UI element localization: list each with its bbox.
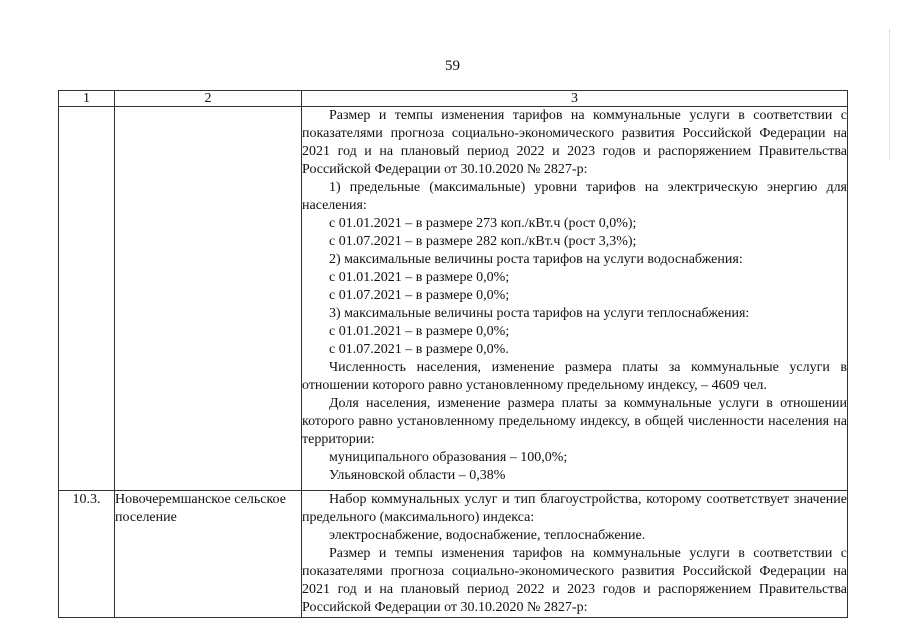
population-share-paragraph: Доля населения, изменение размера платы за коммунальные услуги в отношении которого равно установленному предельному индексу, в общей численности населения на территории: bbox=[302, 396, 847, 447]
table-row bbox=[59, 107, 848, 491]
electricity-tariff-heading: 1) предельные (максимальные) уровни тарифов на электрическую энергию для населения: bbox=[302, 180, 847, 213]
electricity-tariff-jan: с 01.01.2021 – в размере 273 коп./кВт.ч (рост 0,0%); bbox=[329, 216, 637, 231]
population-count-paragraph: Численность населения, изменение размера платы за коммунальные услуги в отношении которого равно установленному предельному индексу, – 4609 чел. bbox=[302, 360, 847, 393]
column-header-1: 1 bbox=[59, 91, 115, 107]
water-supply-jul: с 01.07.2021 – в размере 0,0%; bbox=[329, 288, 510, 303]
tariff-table bbox=[58, 90, 848, 618]
column-header-3: 3 bbox=[302, 91, 848, 107]
table-row bbox=[59, 491, 848, 618]
tariff-intro-paragraph: Размер и темпы изменения тарифов на коммунальные услуги в соответствии с показателями прогноза социально-экономического развития Российской Федерации на 2021 год и на плановый период 2022 и 2023 годов и распоряжением Правительства Российской Федерации от 30.10.2020 № 2827-р: bbox=[302, 108, 847, 177]
row-number-cell: 10.3. bbox=[59, 491, 115, 618]
page-number: 59 bbox=[445, 58, 460, 74]
water-supply-heading: 2) максимальные величины роста тарифов на услуги водоснабжения: bbox=[329, 252, 743, 267]
heat-supply-heading: 3) максимальные величины роста тарифов на услуги теплоснабжения: bbox=[329, 306, 750, 321]
tariff-intro-paragraph: Размер и темпы изменения тарифов на коммунальные услуги в соответствии с показателями прогноза социально-экономического развития Российской Федерации на 2021 год и на плановый период 2022 и 2023 годов и распоряжением Правительства Российской Федерации от 30.10.2020 № 2827-р: bbox=[302, 546, 847, 615]
tariff-text-cell bbox=[302, 491, 848, 618]
heat-supply-jan: с 01.01.2021 – в размере 0,0%; bbox=[329, 324, 510, 339]
row-number-cell bbox=[59, 107, 115, 491]
settlement-name-cell: Новочеремшанское сельское поселение bbox=[115, 491, 302, 618]
column-header-2: 2 bbox=[115, 91, 302, 107]
heat-supply-jul: с 01.07.2021 – в размере 0,0%. bbox=[329, 342, 509, 357]
settlement-name-cell bbox=[115, 107, 302, 491]
utility-list: электроснабжение, водоснабжение, теплоснабжение. bbox=[329, 528, 646, 543]
scan-edge-marks bbox=[889, 30, 893, 160]
region-share: Ульяновской области – 0,38% bbox=[329, 468, 506, 483]
utility-set-paragraph: Набор коммунальных услуг и тип благоустройства, которому соответствует значение предельного (максимального) индекса: bbox=[302, 492, 847, 525]
electricity-tariff-jul: с 01.07.2021 – в размере 282 коп./кВт.ч (рост 3,3%); bbox=[329, 234, 637, 249]
tariff-text-cell bbox=[302, 107, 848, 491]
water-supply-jan: с 01.01.2021 – в размере 0,0%; bbox=[329, 270, 510, 285]
table-header-row bbox=[59, 91, 848, 107]
municipality-share: муниципального образования – 100,0%; bbox=[329, 450, 568, 465]
